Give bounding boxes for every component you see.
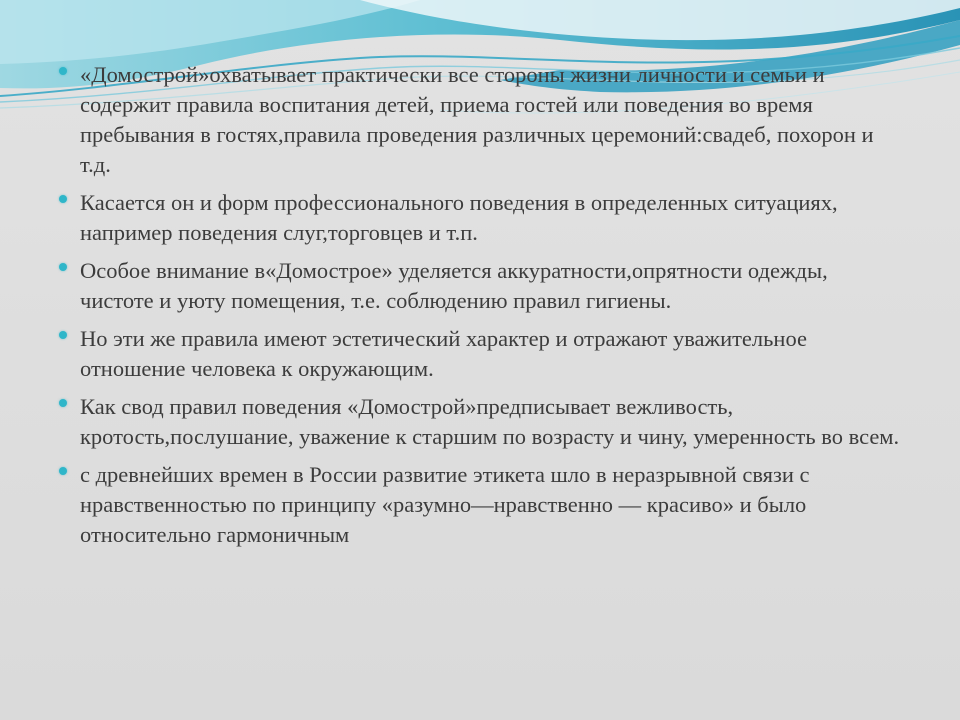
bullet-icon	[59, 399, 67, 407]
bullet-text: Касается он и форм профессионального поведения в определенных ситуациях, например поведения слуг,торговцев и т.п.	[80, 190, 838, 245]
bullet-text: Но эти же правила имеют эстетический характер и отражают уважительное отношение человека к окружающим.	[80, 326, 807, 381]
bullet-item	[56, 460, 906, 550]
bullet-item	[56, 324, 906, 384]
bullet-icon	[59, 195, 67, 203]
bullet-text: с древнейших времен в России развитие этикета шло в неразрывной связи с нравственностью по принципу «разумно—нравственно — красиво» и было относительно гармоничным	[80, 462, 810, 547]
bullet-item	[56, 188, 906, 248]
bullet-icon	[59, 67, 67, 75]
bullet-icon	[59, 467, 67, 475]
bullet-text: Особое внимание в«Домострое» уделяется аккуратности,опрятности одежды, чистоте и уюту помещения, т.е. соблюдению правил гигиены.	[80, 258, 828, 313]
bullet-item	[56, 392, 906, 452]
bullet-text: «Домострой»охватывает практически все стороны жизни личности и семьи и содержит правила воспитания детей, приема гостей или поведения во время пребывания в гостях,правила проведения различных церемоний:свадеб, похорон и т.д.	[80, 62, 874, 177]
bullet-icon	[59, 263, 67, 271]
bullet-list	[56, 60, 906, 558]
bullet-icon	[59, 331, 67, 339]
bullet-item	[56, 256, 906, 316]
bullet-item	[56, 60, 906, 180]
bullet-text: Как свод правил поведения «Домострой»предписывает вежливость, кротость,послушание, уважение к старшим по возрасту и чину, умеренность во всем.	[80, 394, 900, 449]
